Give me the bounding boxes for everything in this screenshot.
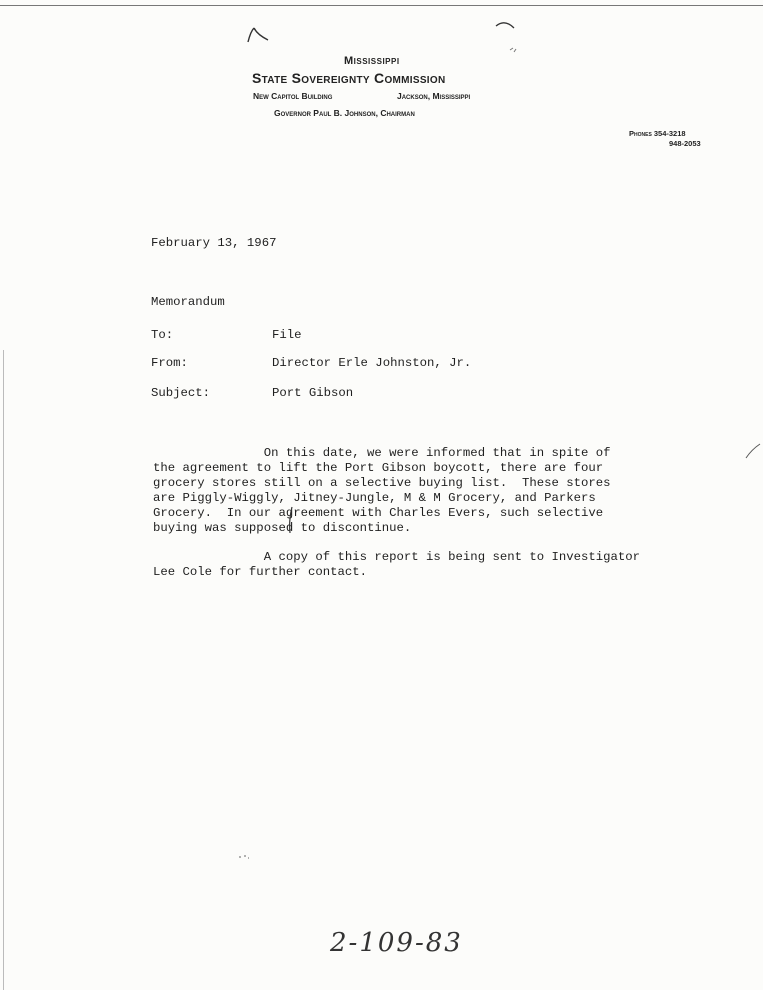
- letterhead-commission: State Sovereignty Commission: [252, 70, 446, 86]
- to-value: File: [272, 328, 302, 342]
- memo-heading: Memorandum: [151, 295, 225, 309]
- from-label: From:: [151, 356, 188, 370]
- speck: [238, 854, 252, 860]
- handwritten-caret-mark: [284, 505, 300, 535]
- from-value: Director Erle Johnston, Jr.: [272, 356, 472, 370]
- letterhead-city: Jackson, Mississippi: [397, 91, 471, 101]
- letterhead-phone-1: Phones 354-3218: [629, 129, 686, 138]
- letterhead-state: Mississippi: [344, 55, 400, 67]
- subject-label: Subject:: [151, 386, 211, 400]
- letterhead-chairman: Governor Paul B. Johnson, Chairman: [274, 108, 415, 118]
- pen-mark-top-right: [494, 20, 524, 60]
- pen-mark-right-margin: [744, 442, 763, 462]
- pen-mark-top-left: [244, 24, 274, 46]
- page-top-edge: [0, 5, 763, 6]
- letterhead-building: New Capitol Building: [253, 91, 333, 101]
- to-label: To:: [151, 328, 174, 342]
- body-paragraph-1: On this date, we were informed that in spite of the agreement to lift the Port Gibson boycott, there are four grocery stores still on a selective buying list. These stores are Piggly-Wiggly, Jitney-Jungle, M & M Grocery, and Parkers Grocery. In our agreement with Charles Evers, such selective buying was supposed to discontinue.: [153, 446, 611, 535]
- letterhead-phone-2: 948-2053: [669, 139, 701, 148]
- body-paragraph-2: A copy of this report is being sent to Investigator Lee Cole for further contact.: [153, 550, 641, 579]
- subject-value: Port Gibson: [272, 386, 354, 400]
- page-left-edge: [3, 350, 4, 990]
- memo-date: February 13, 1967: [151, 236, 277, 250]
- handwritten-document-number: 2-109-83: [330, 928, 463, 958]
